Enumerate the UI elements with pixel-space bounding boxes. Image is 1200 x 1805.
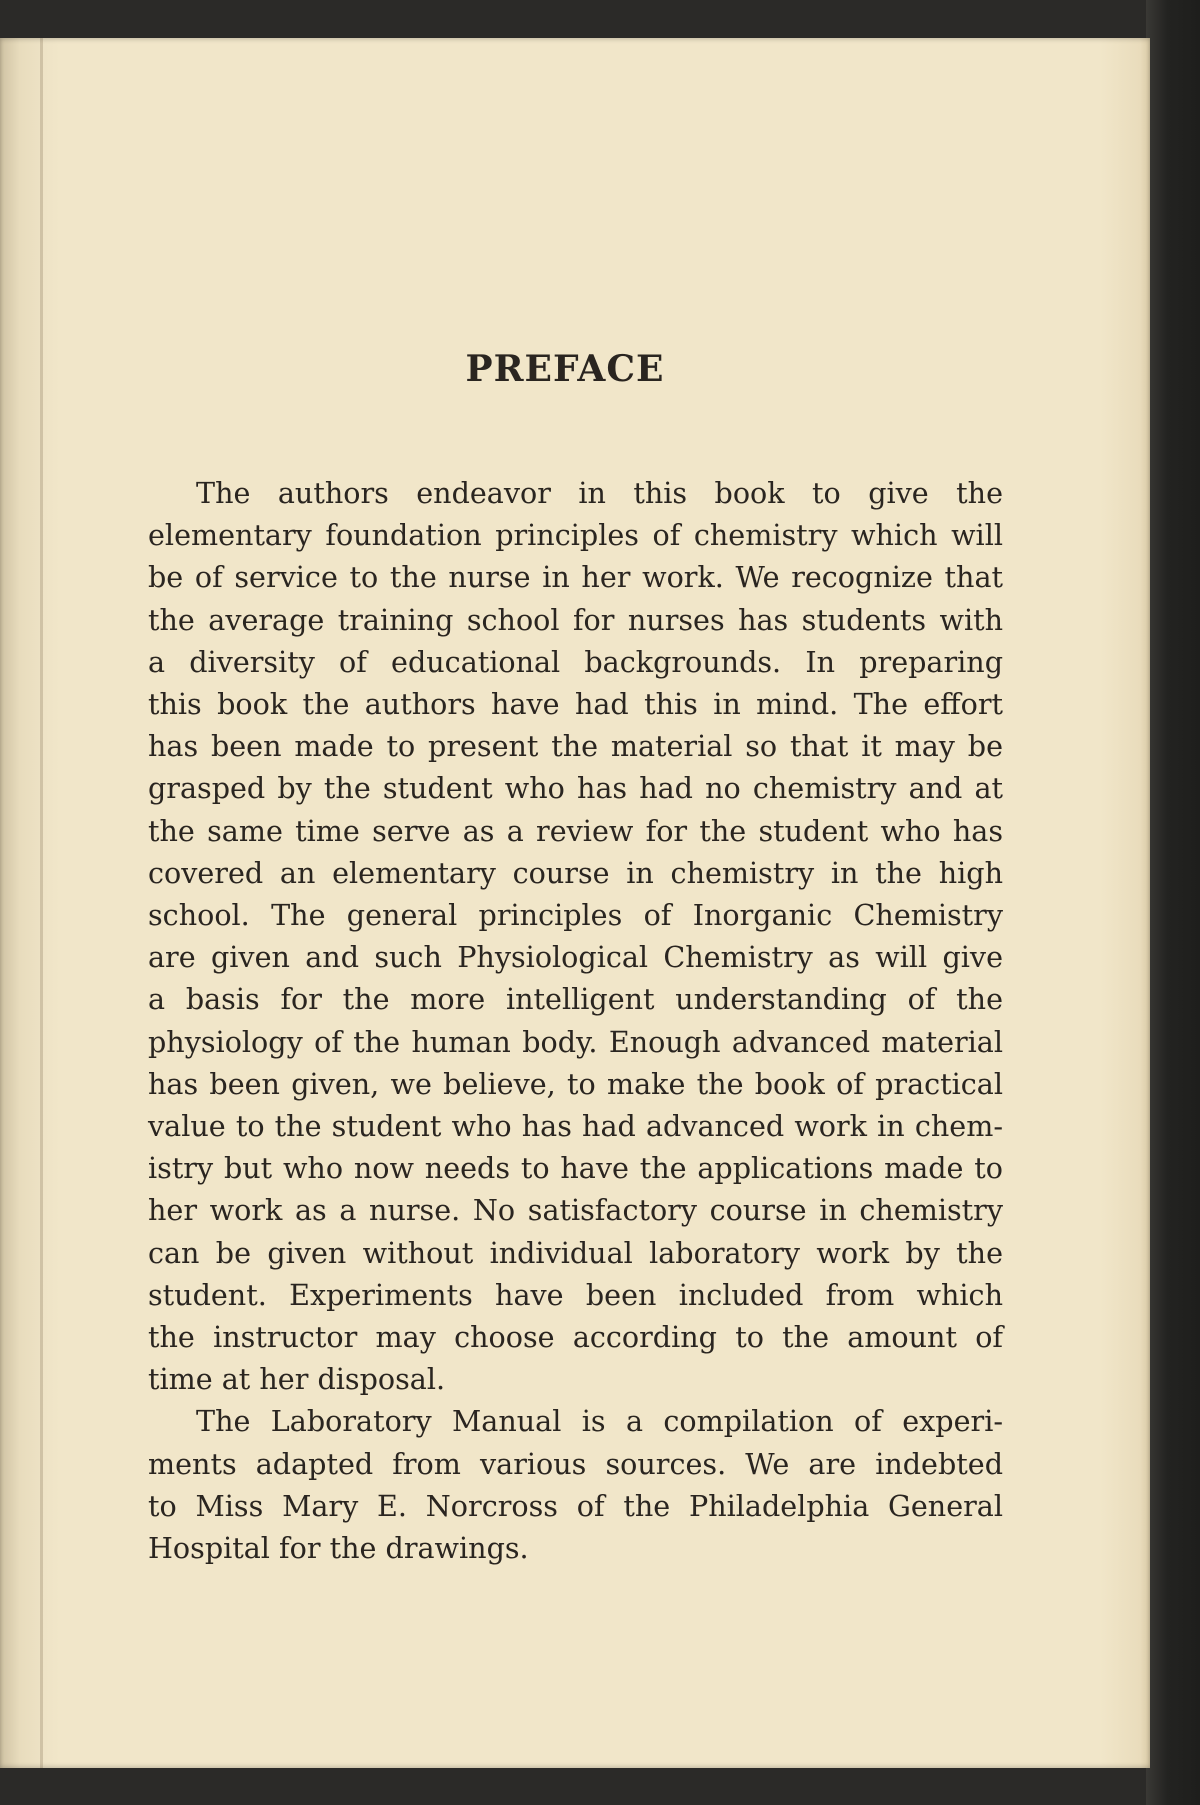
text-line: has been made to present the material so that it may be — [148, 729, 1003, 764]
text-line: Hospital for the drawings. — [148, 1531, 529, 1566]
page-heading: PREFACE — [465, 348, 665, 390]
preface-body — [148, 472, 1003, 1569]
text-line: to Miss Mary E. Norcross of the Philadelphia General — [148, 1488, 1003, 1523]
text-line: physiology of the human body. Enough advanced material — [148, 1024, 1003, 1059]
text-line: student. Experiments have been included from which — [148, 1277, 1003, 1312]
text-line: are given and such Physiological Chemistry as will give — [148, 940, 1003, 975]
text-line: the instructor may choose according to the amount of — [148, 1320, 1003, 1355]
text-line: elementary foundation principles of chemistry which will — [148, 518, 1003, 553]
text-line: value to the student who has had advanced work in chem- — [148, 1109, 1003, 1144]
text-line: grasped by the student who has had no chemistry and at — [148, 771, 1003, 806]
text-line: time at her disposal. — [148, 1362, 446, 1397]
text-line: a diversity of educational backgrounds. In preparing — [148, 644, 1003, 679]
text-line: ments adapted from various sources. We are indebted — [148, 1446, 1003, 1481]
page-gutter — [40, 38, 43, 1768]
text-line: this book the authors have had this in mind. The effort — [148, 687, 1003, 722]
book-cover-edge — [1146, 0, 1200, 1805]
text-line: can be given without individual laboratory work by the — [148, 1235, 1003, 1270]
text-line: has been given, we believe, to make the book of practical — [148, 1066, 1003, 1101]
text-line: the average training school for nurses has students with — [148, 602, 1003, 637]
text-line: a basis for the more intelligent understanding of the — [148, 982, 1003, 1017]
text-line: istry but who now needs to have the applications made to — [148, 1151, 1003, 1186]
paragraph-1 — [148, 472, 1003, 1400]
text-line: her work as a nurse. No satisfactory course in chemistry — [148, 1193, 1003, 1228]
text-line: school. The general principles of Inorganic Chemistry — [148, 898, 1003, 933]
text-line: be of service to the nurse in her work. We recognize that — [148, 560, 1003, 595]
text-line: The Laboratory Manual is a compilation of experi- — [196, 1404, 1003, 1439]
paragraph-2 — [148, 1400, 1003, 1569]
text-line: the same time serve as a review for the student who has — [148, 813, 1003, 848]
text-line: covered an elementary course in chemistry in the high — [148, 855, 1003, 890]
text-line: The authors endeavor in this book to give the — [196, 476, 1003, 510]
